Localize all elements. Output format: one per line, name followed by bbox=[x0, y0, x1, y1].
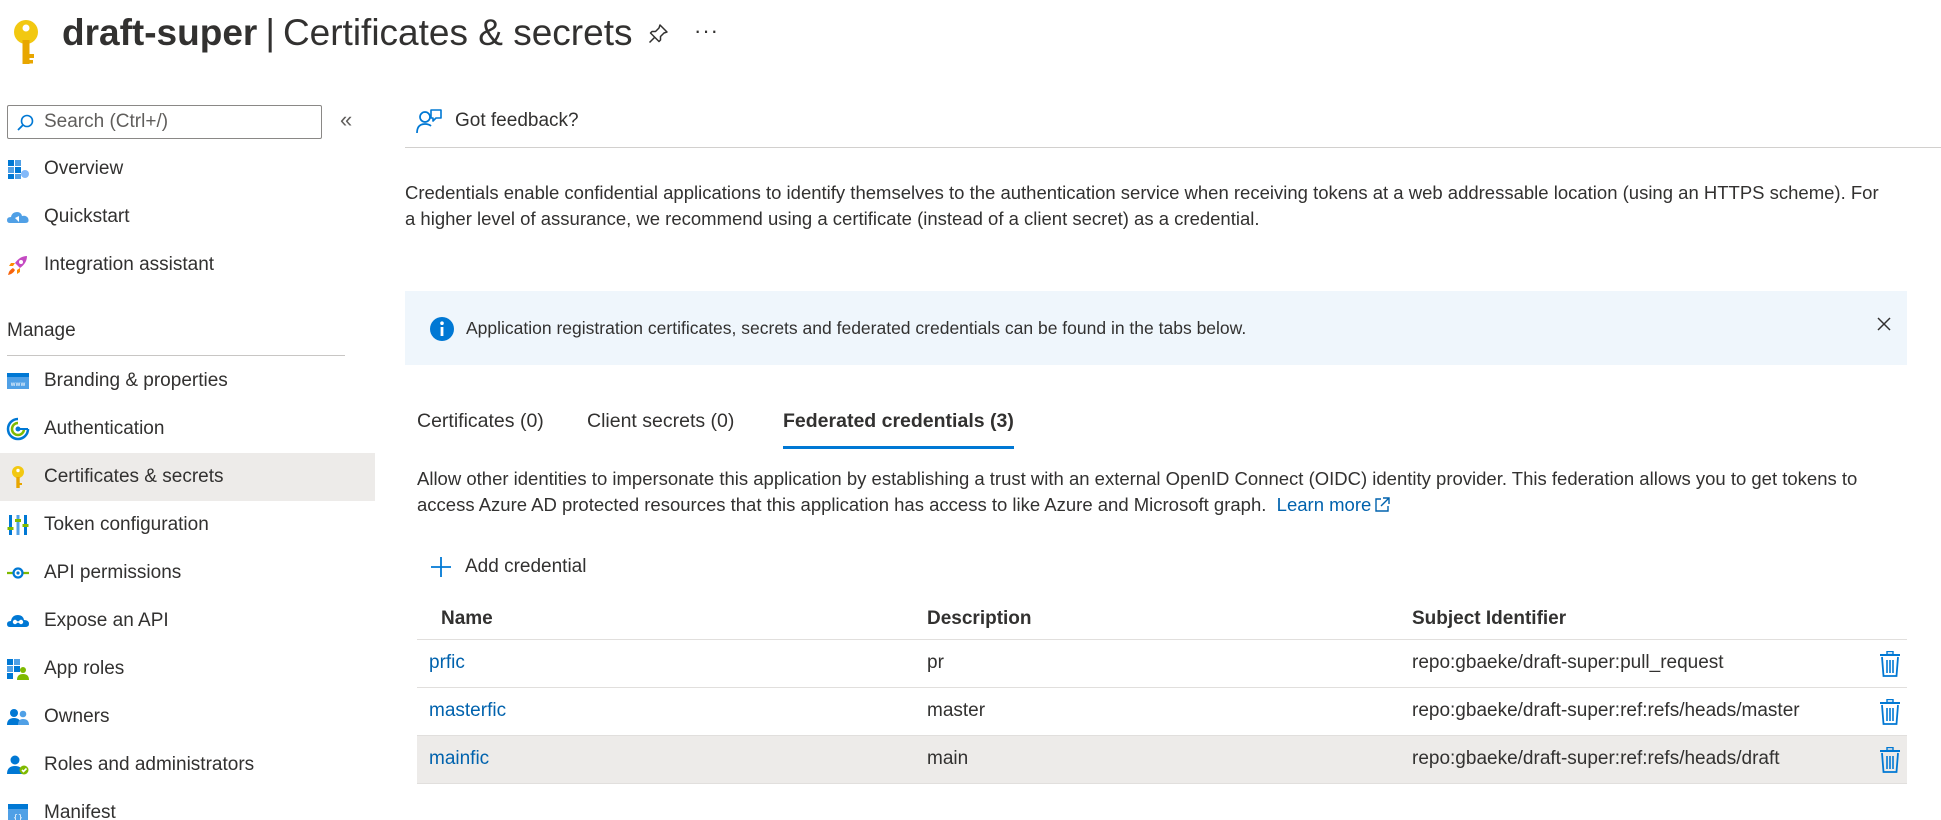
credential-description: pr bbox=[927, 652, 944, 673]
manifest-icon bbox=[6, 801, 30, 820]
credential-subject: repo:gbaeke/draft-super:pull_request bbox=[1412, 652, 1724, 673]
sidebar-item-expose-an-api[interactable] bbox=[0, 597, 375, 645]
blade-title: Certificates & secrets bbox=[282, 12, 633, 53]
credential-name-link[interactable]: masterfic bbox=[429, 700, 507, 721]
sidebar-item-label: Owners bbox=[44, 706, 110, 727]
sidebar-item-authentication[interactable] bbox=[0, 405, 375, 453]
page-title bbox=[62, 10, 633, 56]
svg-text:{}: {} bbox=[13, 813, 23, 820]
delete-icon[interactable] bbox=[1879, 747, 1901, 773]
token-icon bbox=[6, 513, 30, 537]
menu-search[interactable] bbox=[7, 105, 322, 139]
branding-icon bbox=[6, 369, 30, 393]
sidebar-item-label: Quickstart bbox=[44, 206, 130, 227]
sidebar-item-app-roles[interactable] bbox=[0, 645, 375, 693]
close-icon[interactable] bbox=[1875, 315, 1893, 333]
sidebar-item-api-permissions[interactable] bbox=[0, 549, 375, 597]
roles-icon bbox=[6, 753, 30, 777]
info-icon bbox=[429, 316, 455, 342]
quickstart-icon bbox=[6, 205, 30, 229]
sidebar-item-branding[interactable] bbox=[0, 357, 375, 405]
federated-description-text: Allow other identities to impersonate this application by establishing a trust with an external OpenID Connect (OIDC) identity provider. This federation allows you to get tokens to access Azure AD protected resources that this application has access to like Azure and Microsoft graph. bbox=[417, 468, 1858, 515]
toolbar-divider bbox=[405, 147, 1941, 148]
info-message-text: Application registration certificates, secrets and federated credentials can be found in the tabs below. bbox=[466, 318, 1247, 338]
credential-name-link[interactable]: prfic bbox=[429, 652, 465, 673]
external-link-icon bbox=[1373, 496, 1391, 514]
sidebar-item-label: App roles bbox=[44, 658, 125, 679]
sidebar-item-token-configuration[interactable] bbox=[0, 501, 375, 549]
sidebar-item-owners[interactable] bbox=[0, 693, 375, 741]
column-header-name[interactable]: Name bbox=[441, 608, 493, 629]
collapse-menu-icon[interactable]: « bbox=[340, 107, 353, 132]
authentication-icon bbox=[6, 417, 30, 441]
table-row[interactable] bbox=[417, 736, 1907, 784]
more-options-icon[interactable]: ··· bbox=[694, 18, 719, 43]
sidebar-item-roles-and-administrators[interactable] bbox=[0, 741, 375, 789]
sidebar-item-certificates-secrets[interactable] bbox=[0, 453, 375, 501]
delete-icon[interactable] bbox=[1879, 699, 1901, 725]
sidebar-item-label: Certificates & secrets bbox=[44, 466, 224, 487]
app-roles-icon bbox=[6, 657, 30, 681]
search-icon bbox=[16, 114, 34, 132]
feedback-icon bbox=[415, 107, 443, 135]
sidebar-item-overview[interactable] bbox=[0, 145, 375, 193]
column-header-subject-identifier[interactable]: Subject Identifier bbox=[1412, 608, 1567, 629]
tab-label: Certificates (0) bbox=[417, 410, 544, 432]
tab-federated-credentials[interactable] bbox=[783, 410, 1014, 460]
api-permissions-icon bbox=[6, 561, 30, 585]
sidebar-item-label: API permissions bbox=[44, 562, 182, 583]
expose-api-icon bbox=[6, 609, 30, 633]
sidebar-item-label: Token configuration bbox=[44, 514, 209, 535]
sidebar-item-label: Branding & properties bbox=[44, 370, 228, 391]
learn-more-label: Learn more bbox=[1276, 494, 1372, 515]
credential-description: main bbox=[927, 748, 969, 769]
sidebar-item-quickstart[interactable] bbox=[0, 193, 375, 241]
delete-icon[interactable] bbox=[1879, 651, 1901, 677]
feedback-button[interactable] bbox=[415, 106, 579, 136]
tab-label: Federated credentials (3) bbox=[783, 410, 1014, 432]
sidebar-item-label: Manifest bbox=[44, 802, 116, 820]
add-credential-label: Add credential bbox=[465, 556, 587, 577]
blade-content bbox=[405, 100, 1941, 820]
sidebar-item-label: Roles and administrators bbox=[44, 754, 255, 775]
tab-label: Client secrets (0) bbox=[587, 410, 735, 432]
tab-client-secrets[interactable] bbox=[587, 410, 734, 460]
sidebar-item-integration-assistant[interactable] bbox=[0, 241, 375, 289]
pin-icon[interactable] bbox=[646, 22, 670, 46]
svg-text:www: www bbox=[10, 381, 26, 388]
credential-subject: repo:gbaeke/draft-super:ref:refs/heads/master bbox=[1412, 700, 1800, 721]
learn-more-link[interactable] bbox=[1277, 494, 1392, 515]
credential-subject: repo:gbaeke/draft-super:ref:refs/heads/draft bbox=[1412, 748, 1780, 769]
federated-description bbox=[417, 466, 1907, 518]
sidebar-item-label: Expose an API bbox=[44, 610, 169, 631]
section-divider bbox=[7, 355, 345, 356]
info-message-bar bbox=[405, 291, 1907, 365]
resource-name: draft-super bbox=[62, 12, 258, 53]
overview-icon bbox=[6, 157, 30, 181]
resource-menu bbox=[0, 100, 375, 820]
add-credential-button[interactable] bbox=[429, 552, 586, 582]
section-heading-manage: Manage bbox=[7, 320, 76, 341]
selected-tab-indicator bbox=[783, 446, 1014, 449]
table-row[interactable] bbox=[417, 688, 1907, 736]
table-row[interactable] bbox=[417, 640, 1907, 688]
credential-name-link[interactable]: mainfic bbox=[429, 748, 490, 769]
sidebar-item-label: Authentication bbox=[44, 418, 165, 439]
tab-certificates[interactable] bbox=[417, 410, 544, 460]
key-icon bbox=[6, 465, 30, 489]
blade-header bbox=[0, 0, 1941, 72]
column-header-description[interactable]: Description bbox=[927, 608, 1032, 629]
plus-icon bbox=[429, 555, 453, 579]
credential-description: master bbox=[927, 700, 986, 721]
key-icon bbox=[10, 18, 42, 68]
search-input[interactable] bbox=[44, 108, 314, 136]
intro-text: Credentials enable confidential applications to identify themselves to the authentication service when receiving tokens at a web addressable location (using an HTTPS scheme). For a higher level of assurance, we recommend using a certificate (instead of a client secret) as a credential. bbox=[405, 182, 1879, 229]
owners-icon bbox=[6, 705, 30, 729]
sidebar-item-label: Integration assistant bbox=[44, 254, 215, 275]
sidebar-item-manifest[interactable] bbox=[0, 789, 375, 820]
feedback-label: Got feedback? bbox=[455, 110, 579, 131]
title-separator: | bbox=[265, 12, 275, 53]
sidebar-item-label: Overview bbox=[44, 158, 124, 179]
rocket-icon bbox=[6, 253, 30, 277]
